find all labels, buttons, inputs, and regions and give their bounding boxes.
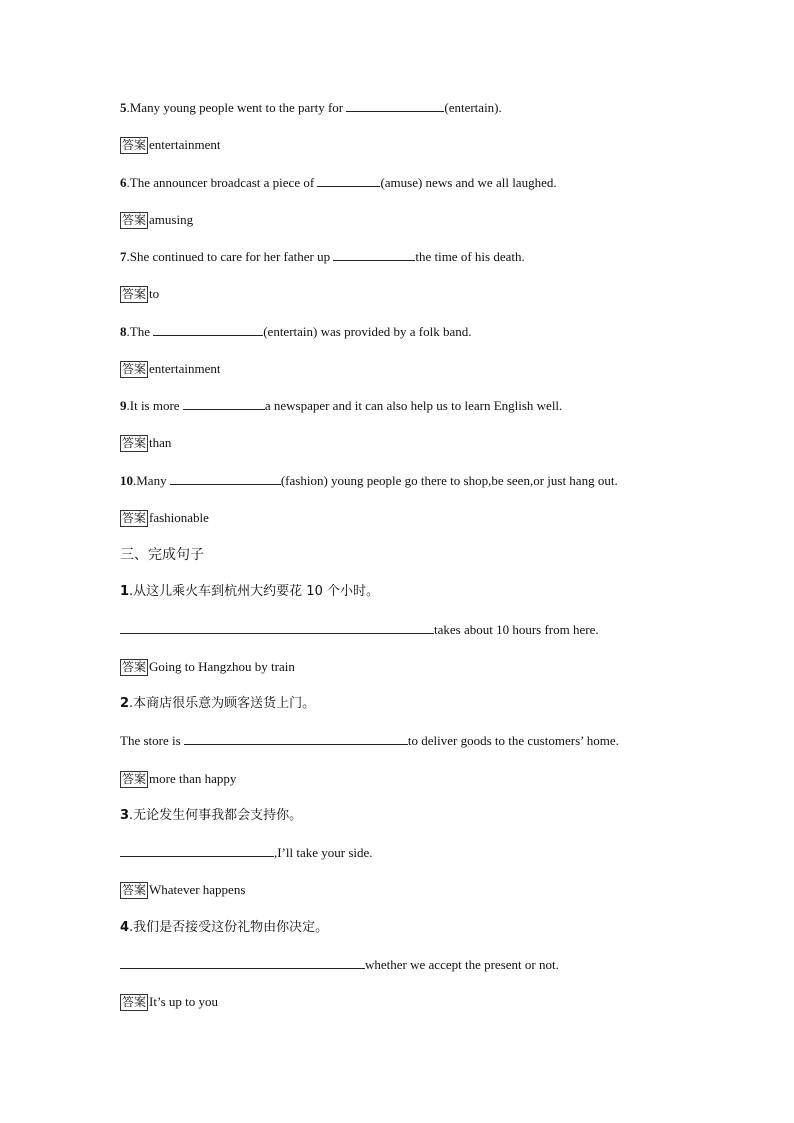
question-number: 10 — [120, 473, 133, 488]
question-number: 7 — [120, 249, 127, 264]
answer-label: 答案 — [122, 362, 147, 376]
answer-label: 答案 — [122, 772, 147, 786]
answer-label: 答案 — [122, 995, 147, 1009]
answer-text: Going to Hangzhou by train — [149, 659, 295, 674]
answer-label: 答案 — [122, 287, 147, 301]
question-number: 3 — [120, 808, 130, 823]
question-number: 9 — [120, 398, 127, 413]
question-number: 8 — [120, 324, 127, 339]
question-text: .It is more — [126, 398, 183, 413]
answer-label: 答案 — [122, 138, 147, 152]
sentence-1-chinese — [120, 583, 379, 601]
answer-blank — [346, 99, 444, 112]
answer-blank — [183, 397, 265, 410]
question-8 — [120, 323, 472, 341]
answer-8 — [120, 360, 220, 378]
question-number: 1 — [120, 584, 130, 599]
answer-s3 — [120, 881, 245, 899]
question-text: the time of his death. — [415, 249, 525, 264]
question-text: .She continued to care for her father up — [126, 249, 334, 264]
question-number: 4 — [120, 920, 130, 935]
sentence-3-english — [120, 844, 373, 862]
answer-blank — [317, 174, 380, 187]
section-heading: 三、完成句子 — [120, 547, 204, 563]
chinese-prompt: .本商店很乐意为顾客送货上门。 — [129, 696, 316, 711]
question-text: The store is — [120, 733, 184, 748]
answer-label: 答案 — [122, 660, 147, 674]
answer-blank — [184, 732, 408, 745]
answer-label: 答案 — [122, 213, 147, 227]
sentence-4-chinese — [120, 919, 328, 937]
answer-text: fashionable — [149, 510, 209, 525]
question-7 — [120, 248, 525, 266]
chinese-prompt: .无论发生何事我都会支持你。 — [129, 808, 303, 823]
question-text: to deliver goods to the customers’ home. — [407, 733, 619, 748]
answer-10 — [120, 509, 209, 527]
chinese-prompt: .我们是否接受这份礼物由你决定。 — [129, 920, 329, 935]
question-text: takes about 10 hours from here. — [434, 622, 599, 637]
question-text: (entertain) was provided by a folk band. — [263, 324, 472, 339]
answer-text: Whatever happens — [149, 882, 246, 897]
answer-text: entertainment — [149, 137, 221, 152]
question-number: 5 — [120, 100, 127, 115]
question-9 — [120, 397, 562, 415]
question-text: .Many young people went to the party for — [126, 100, 347, 115]
answer-blank — [120, 956, 365, 969]
sentence-4-english — [120, 956, 559, 974]
answer-text: to — [149, 286, 160, 301]
answer-text: than — [149, 435, 172, 450]
answer-blank — [120, 844, 274, 857]
question-6 — [120, 174, 557, 192]
question-number: 6 — [120, 175, 127, 190]
question-text: (entertain). — [444, 100, 502, 115]
sentence-2-chinese — [120, 695, 315, 713]
answer-label: 答案 — [122, 436, 147, 450]
question-text: a newspaper and it can also help us to learn English well. — [264, 398, 563, 413]
question-text: (fashion) young people go there to shop,be seen,or just hang out. — [280, 473, 618, 488]
question-text: (amuse) news and we all laughed. — [380, 175, 557, 190]
answer-s2 — [120, 770, 236, 788]
answer-5 — [120, 136, 220, 154]
sentence-2-english — [120, 732, 619, 750]
answer-blank — [170, 472, 281, 485]
answer-text: entertainment — [149, 361, 221, 376]
question-text: .Many — [133, 473, 170, 488]
question-10 — [120, 472, 618, 490]
answer-label: 答案 — [122, 883, 147, 897]
answer-blank — [153, 323, 263, 336]
question-text: whether we accept the present or not. — [365, 957, 559, 972]
answer-label: 答案 — [122, 511, 147, 525]
answer-text: amusing — [149, 212, 194, 227]
answer-9 — [120, 434, 171, 452]
question-text: .The announcer broadcast a piece of — [126, 175, 318, 190]
sentence-1-english — [120, 621, 599, 639]
answer-6 — [120, 211, 193, 229]
question-text: ,I’ll take your side. — [274, 845, 373, 860]
answer-text: more than happy — [149, 771, 237, 786]
question-number: 2 — [120, 696, 130, 711]
answer-text: It’s up to you — [149, 994, 218, 1009]
answer-s1 — [120, 658, 295, 676]
question-text: .The — [126, 324, 154, 339]
answer-blank — [120, 621, 434, 634]
answer-blank — [333, 248, 415, 261]
sentence-3-chinese — [120, 807, 302, 825]
answer-7 — [120, 285, 159, 303]
answer-s4 — [120, 993, 218, 1011]
question-5 — [120, 99, 502, 117]
chinese-prompt: .从这儿乘火车到杭州大约要花 10 个小时。 — [129, 584, 379, 599]
